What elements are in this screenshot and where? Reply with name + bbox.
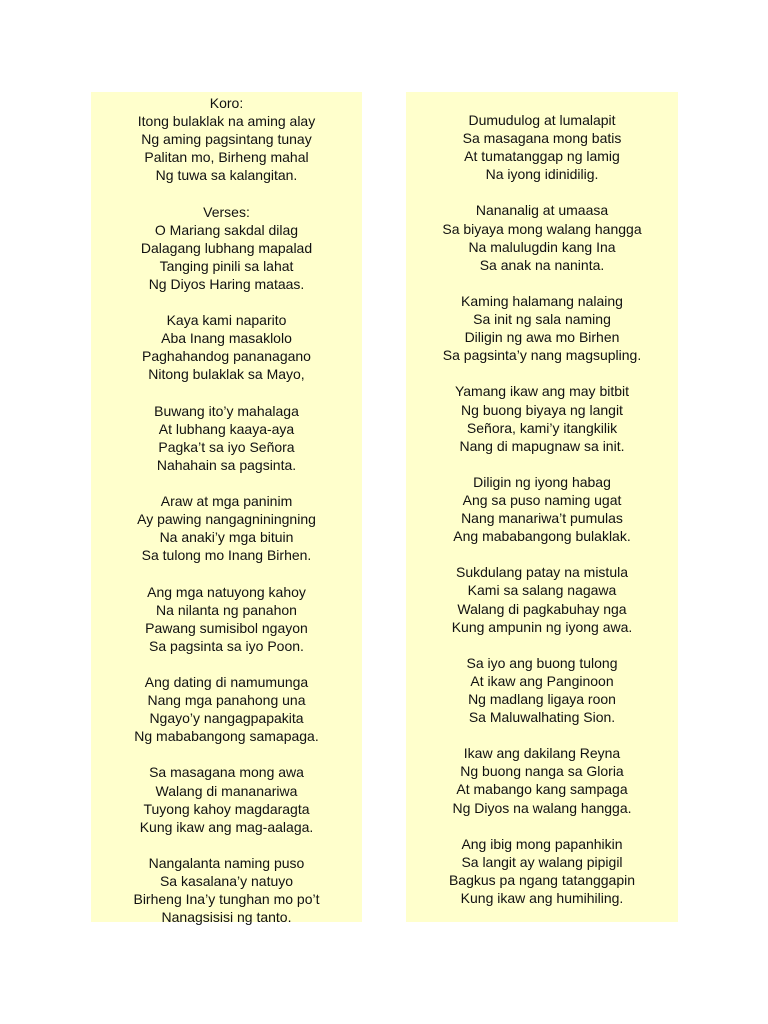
- lyric-line: At lubhang kaaya-aya: [158, 420, 295, 437]
- lyric-line: Aba Inang masaklolo: [161, 330, 292, 347]
- lyric-line: Sukdulang patay na mistula: [456, 564, 628, 581]
- lyric-line: Diligin ng iyong habag: [473, 473, 611, 490]
- lyric-line: At tumatanggap ng lamig: [464, 148, 620, 165]
- stanza: [406, 382, 678, 454]
- lyric-line: Tuyong kahoy magdaragta: [143, 800, 310, 817]
- lyric-line: Sa masagana mong awa: [149, 764, 304, 781]
- lyric-line: Nang di mapugnaw sa init.: [459, 437, 625, 454]
- lyric-line: Nananalig at umaasa: [475, 202, 609, 219]
- lyric-line: Ay pawing nangagniningning: [137, 511, 316, 528]
- lyric-line: Buwang ito’y mahalaga: [154, 402, 299, 419]
- lyric-line: Ng buong biyaya ng langit: [461, 401, 623, 418]
- lyric-line: Sa tulong mo Inang Birhen.: [141, 547, 312, 564]
- stanza: [91, 402, 362, 474]
- stanza: [406, 835, 678, 907]
- lyric-line: Ng mababangong samapaga.: [134, 728, 319, 745]
- lyric-line: Nanagsisisi ng tanto.: [161, 909, 292, 926]
- lyric-line: Dumudulog at lumalapit: [468, 112, 616, 128]
- lyric-line: Sa iyo ang buong tulong: [466, 654, 618, 671]
- lyric-line: Bagkus pa ngang tatanggapin: [448, 871, 636, 888]
- stanza: [406, 111, 678, 183]
- lyric-line: Sa pagsinta sa iyo Poon.: [149, 637, 304, 654]
- lyric-line: Nangalanta naming puso: [148, 854, 305, 871]
- lyric-line: Araw at mga paninim: [160, 493, 293, 510]
- lyric-line: Ang ibig mong papanhikin: [461, 835, 623, 852]
- lyric-line: Tanging pinili sa lahat: [159, 257, 294, 274]
- lyric-line: Kaming halamang nalaing: [461, 292, 623, 309]
- lyric-line: Pawang sumisibol ngayon: [145, 619, 308, 636]
- lyric-line: Na malulugdin kang Ina: [468, 238, 616, 255]
- lyric-line: Pagka’t sa iyo Señora: [158, 438, 295, 455]
- lyric-line: Itong bulaklak na aming alay: [137, 113, 316, 130]
- lyric-line: Yamang ikaw ang may bitbit: [454, 383, 630, 400]
- lyric-line: Kung ikaw ang mag-aalaga.: [139, 818, 314, 835]
- lyric-line: Kaya kami naparito: [166, 312, 287, 329]
- lyric-line: Ang mababangong bulaklak.: [453, 528, 631, 545]
- stanza: [406, 201, 678, 273]
- lyric-line: Nahahain sa pagsinta.: [156, 456, 297, 473]
- lyrics-column-right: [406, 92, 678, 922]
- lyric-line: Sa anak na naninta.: [479, 256, 605, 273]
- lyric-line: Ng Diyos na walang hangga.: [452, 799, 632, 816]
- lyric-line: Ang sa puso naming ugat: [462, 491, 622, 508]
- stanza: [91, 311, 362, 383]
- stanza: [91, 854, 362, 926]
- lyric-line: Na anaki’y mga bituin: [159, 529, 294, 546]
- stanza: [91, 583, 362, 655]
- lyric-line: Walang di mananariwa: [155, 782, 298, 799]
- lyric-line: Ng Diyos Haring mataas.: [148, 275, 305, 292]
- stanza: [91, 94, 362, 184]
- lyric-line: Sa masagana mong batis: [462, 130, 622, 147]
- lyric-line: Kami sa salang nagawa: [467, 582, 617, 599]
- lyric-line: Sa init ng sala naming: [473, 311, 611, 328]
- lyric-line: Sa langit ay walang pipigil: [461, 853, 623, 870]
- lyric-line: Kung ampunin ng iyong awa.: [451, 618, 633, 635]
- lyric-line: Ngayo’y nangagpapakita: [149, 710, 304, 727]
- stanza: [406, 744, 678, 816]
- lyric-line: Sa Maluwalhating Sion.: [468, 709, 616, 726]
- lyric-line: Nang manariwa’t pumulas: [461, 510, 623, 527]
- lyric-line: Ang mga natuyong kahoy: [147, 583, 306, 600]
- lyric-line: Dalagang lubhang mapalad: [140, 239, 313, 256]
- lyric-line: At ikaw ang Panginoon: [470, 672, 614, 689]
- lyric-line: Paghahandog pananagano: [142, 348, 311, 365]
- lyric-line: Ikaw ang dakilang Reyna: [463, 745, 621, 762]
- lyric-line: O Mariang sakdal dilag: [154, 221, 299, 238]
- lyric-line: Nitong bulaklak sa Mayo,: [148, 366, 305, 383]
- stanza: [406, 473, 678, 545]
- lyric-line: At mabango kang sampaga: [456, 781, 628, 798]
- stanza: [406, 563, 678, 635]
- lyric-line: Walang di pagkabuhay nga: [457, 600, 627, 617]
- lyric-line: Nang mga panahong una: [147, 692, 306, 709]
- lyric-line: Kung ikaw ang humihiling.: [460, 890, 624, 907]
- lyric-line: Sa pagsinta’y nang magsupling.: [442, 347, 642, 364]
- lyric-line: Ng buong nanga sa Gloria: [460, 763, 624, 780]
- stanza: [91, 673, 362, 745]
- lyric-line: Ng madlang ligaya roon: [468, 691, 616, 707]
- lyric-line: Ng tuwa sa kalangitan.: [155, 167, 298, 184]
- lyric-line: Diligin ng awa mo Birhen: [464, 329, 620, 346]
- lyric-line: Na nilanta ng panahon: [156, 601, 297, 618]
- lyric-line: Ang dating di namumunga: [144, 674, 309, 690]
- stanza: [91, 203, 362, 293]
- lyric-line: Koro:: [209, 95, 244, 111]
- stanza: [91, 492, 362, 564]
- lyric-line: Sa kasalana’y natuyo: [159, 873, 294, 890]
- lyric-line: Na iyong idinidilig.: [485, 166, 599, 183]
- lyric-line: Birheng Ina’y tunghan mo po’t: [133, 891, 320, 908]
- stanza: [91, 763, 362, 835]
- stanza: [406, 292, 678, 364]
- lyric-line: Señora, kami’y itangkilik: [466, 419, 618, 436]
- lyric-line: Verses:: [203, 203, 250, 220]
- lyrics-column-left: [91, 92, 362, 926]
- stanza: [406, 654, 678, 726]
- lyric-line: Sa biyaya mong walang hangga: [442, 220, 642, 237]
- lyric-line: Palitan mo, Birheng mahal: [144, 149, 309, 166]
- lyric-line: Ng aming pagsintang tunay: [141, 131, 312, 148]
